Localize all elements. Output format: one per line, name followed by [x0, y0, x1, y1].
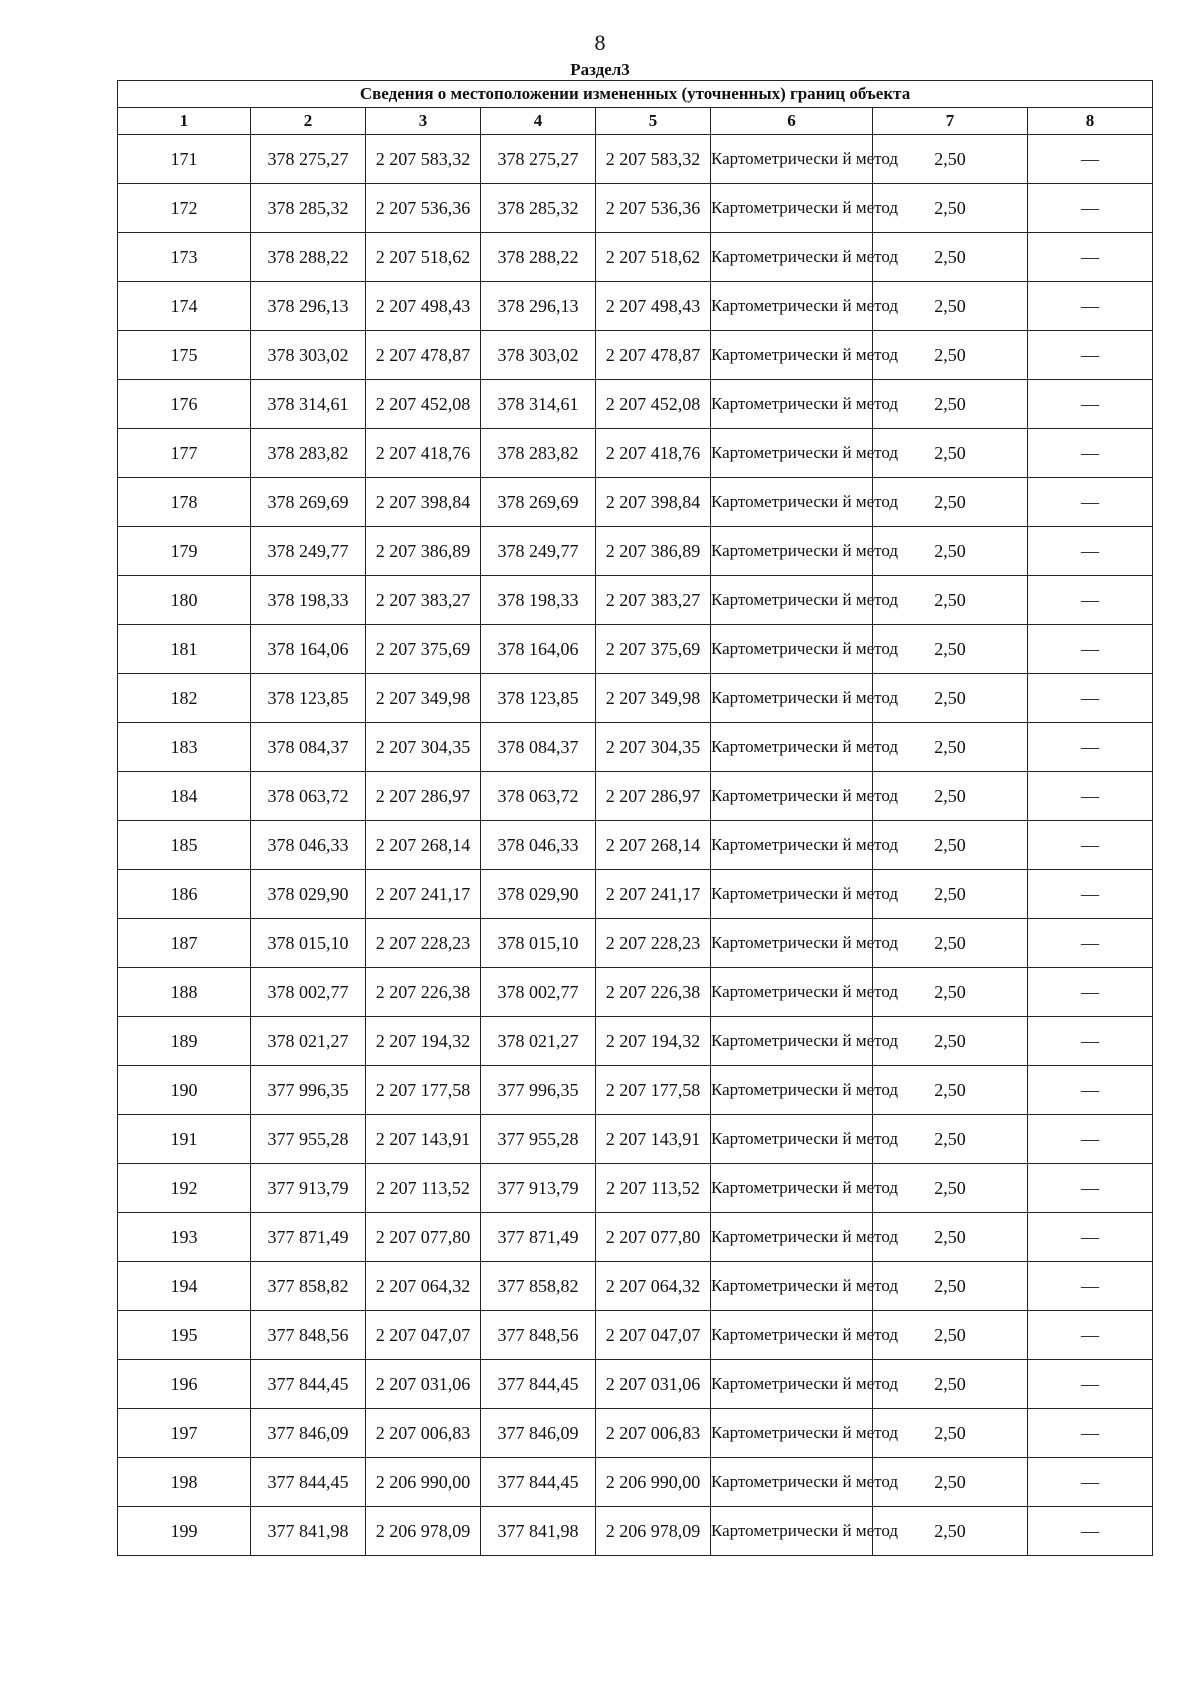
table-row: [118, 527, 1153, 576]
method-cell: Картометрически й метод: [711, 821, 873, 870]
accuracy-cell: 2,50: [873, 576, 1028, 625]
table-row: [118, 968, 1153, 1017]
y-old-cell: 2 207 177,58: [366, 1066, 481, 1115]
y-new-cell: 2 207 177,58: [596, 1066, 711, 1115]
point-number-cell: 172: [118, 184, 251, 233]
x-old-cell: 378 123,85: [251, 674, 366, 723]
method-cell: Картометрически й метод: [711, 1066, 873, 1115]
x-old-cell: 377 955,28: [251, 1115, 366, 1164]
x-old-cell: 378 269,69: [251, 478, 366, 527]
y-new-cell: 2 207 583,32: [596, 135, 711, 184]
y-new-cell: 2 207 518,62: [596, 233, 711, 282]
accuracy-cell: 2,50: [873, 625, 1028, 674]
note-cell: —: [1028, 1360, 1153, 1409]
method-cell: Картометрически й метод: [711, 1115, 873, 1164]
y-new-cell: 2 207 006,83: [596, 1409, 711, 1458]
table-row: [118, 1311, 1153, 1360]
note-cell: —: [1028, 282, 1153, 331]
x-new-cell: 378 021,27: [481, 1017, 596, 1066]
note-cell: —: [1028, 331, 1153, 380]
method-cell: Картометрически й метод: [711, 233, 873, 282]
y-old-cell: 2 207 583,32: [366, 135, 481, 184]
y-old-cell: 2 207 031,06: [366, 1360, 481, 1409]
table-row: [118, 135, 1153, 184]
y-old-cell: 2 207 418,76: [366, 429, 481, 478]
accuracy-cell: 2,50: [873, 1115, 1028, 1164]
x-old-cell: 377 858,82: [251, 1262, 366, 1311]
x-new-cell: 377 858,82: [481, 1262, 596, 1311]
point-number-cell: 186: [118, 870, 251, 919]
x-old-cell: 377 913,79: [251, 1164, 366, 1213]
section-title: Раздел3: [570, 60, 630, 79]
x-new-cell: 378 303,02: [481, 331, 596, 380]
method-cell: Картометрически й метод: [711, 625, 873, 674]
y-old-cell: 2 206 990,00: [366, 1458, 481, 1507]
x-old-cell: 378 029,90: [251, 870, 366, 919]
y-new-cell: 2 207 286,97: [596, 772, 711, 821]
note-cell: —: [1028, 1458, 1153, 1507]
x-new-cell: 378 063,72: [481, 772, 596, 821]
y-old-cell: 2 207 398,84: [366, 478, 481, 527]
y-old-cell: 2 207 536,36: [366, 184, 481, 233]
note-cell: —: [1028, 674, 1153, 723]
y-old-cell: 2 207 077,80: [366, 1213, 481, 1262]
accuracy-cell: 2,50: [873, 184, 1028, 233]
y-new-cell: 2 206 978,09: [596, 1507, 711, 1556]
x-old-cell: 378 283,82: [251, 429, 366, 478]
y-old-cell: 2 207 478,87: [366, 331, 481, 380]
method-cell: Картометрически й метод: [711, 1458, 873, 1507]
column-header: 7: [873, 108, 1028, 135]
x-new-cell: 378 164,06: [481, 625, 596, 674]
accuracy-cell: 2,50: [873, 1262, 1028, 1311]
y-old-cell: 2 207 286,97: [366, 772, 481, 821]
y-old-cell: 2 207 304,35: [366, 723, 481, 772]
y-new-cell: 2 207 194,32: [596, 1017, 711, 1066]
y-old-cell: 2 207 226,38: [366, 968, 481, 1017]
accuracy-cell: 2,50: [873, 723, 1028, 772]
point-number-cell: 198: [118, 1458, 251, 1507]
table-row: [118, 380, 1153, 429]
y-old-cell: 2 207 498,43: [366, 282, 481, 331]
table-row: [118, 576, 1153, 625]
x-new-cell: 378 123,85: [481, 674, 596, 723]
accuracy-cell: 2,50: [873, 429, 1028, 478]
method-cell: Картометрически й метод: [711, 870, 873, 919]
x-new-cell: 377 841,98: [481, 1507, 596, 1556]
accuracy-cell: 2,50: [873, 1213, 1028, 1262]
table-header-row: [118, 108, 1153, 135]
point-number-cell: 171: [118, 135, 251, 184]
x-old-cell: 378 249,77: [251, 527, 366, 576]
x-new-cell: 377 848,56: [481, 1311, 596, 1360]
x-old-cell: 378 015,10: [251, 919, 366, 968]
point-number-cell: 188: [118, 968, 251, 1017]
accuracy-cell: 2,50: [873, 1458, 1028, 1507]
note-cell: —: [1028, 1311, 1153, 1360]
table-row: [118, 331, 1153, 380]
note-cell: —: [1028, 1409, 1153, 1458]
method-cell: Картометрически й метод: [711, 184, 873, 233]
point-number-cell: 199: [118, 1507, 251, 1556]
x-new-cell: 377 913,79: [481, 1164, 596, 1213]
y-new-cell: 2 207 143,91: [596, 1115, 711, 1164]
column-header: 6: [711, 108, 873, 135]
table-row: [118, 1164, 1153, 1213]
table-row: [118, 674, 1153, 723]
point-number-cell: 183: [118, 723, 251, 772]
table-row: [118, 233, 1153, 282]
method-cell: Картометрически й метод: [711, 135, 873, 184]
y-old-cell: 2 207 383,27: [366, 576, 481, 625]
x-old-cell: 378 084,37: [251, 723, 366, 772]
y-new-cell: 2 207 268,14: [596, 821, 711, 870]
x-old-cell: 378 275,27: [251, 135, 366, 184]
x-new-cell: 378 002,77: [481, 968, 596, 1017]
y-new-cell: 2 207 226,38: [596, 968, 711, 1017]
method-cell: Картометрически й метод: [711, 1017, 873, 1066]
table-row: [118, 1360, 1153, 1409]
note-cell: —: [1028, 1066, 1153, 1115]
accuracy-cell: 2,50: [873, 870, 1028, 919]
y-old-cell: 2 207 349,98: [366, 674, 481, 723]
y-new-cell: 2 207 478,87: [596, 331, 711, 380]
x-new-cell: 378 046,33: [481, 821, 596, 870]
x-new-cell: 378 314,61: [481, 380, 596, 429]
method-cell: Картометрически й метод: [711, 1213, 873, 1262]
x-old-cell: 378 063,72: [251, 772, 366, 821]
point-number-cell: 175: [118, 331, 251, 380]
y-old-cell: 2 207 064,32: [366, 1262, 481, 1311]
method-cell: Картометрически й метод: [711, 429, 873, 478]
note-cell: —: [1028, 576, 1153, 625]
x-new-cell: 378 275,27: [481, 135, 596, 184]
x-new-cell: 377 996,35: [481, 1066, 596, 1115]
x-new-cell: 378 249,77: [481, 527, 596, 576]
point-number-cell: 179: [118, 527, 251, 576]
accuracy-cell: 2,50: [873, 821, 1028, 870]
x-new-cell: 378 198,33: [481, 576, 596, 625]
y-new-cell: 2 207 113,52: [596, 1164, 711, 1213]
y-new-cell: 2 207 349,98: [596, 674, 711, 723]
y-new-cell: 2 207 047,07: [596, 1311, 711, 1360]
y-old-cell: 2 207 113,52: [366, 1164, 481, 1213]
point-number-cell: 182: [118, 674, 251, 723]
accuracy-cell: 2,50: [873, 380, 1028, 429]
table-row: [118, 919, 1153, 968]
method-cell: Картометрически й метод: [711, 1409, 873, 1458]
y-new-cell: 2 207 386,89: [596, 527, 711, 576]
y-old-cell: 2 207 518,62: [366, 233, 481, 282]
y-old-cell: 2 206 978,09: [366, 1507, 481, 1556]
y-old-cell: 2 207 006,83: [366, 1409, 481, 1458]
method-cell: Картометрически й метод: [711, 1360, 873, 1409]
column-header: 3: [366, 108, 481, 135]
table-row: [118, 1213, 1153, 1262]
x-new-cell: 378 015,10: [481, 919, 596, 968]
accuracy-cell: 2,50: [873, 674, 1028, 723]
accuracy-cell: 2,50: [873, 135, 1028, 184]
note-cell: —: [1028, 1262, 1153, 1311]
point-number-cell: 176: [118, 380, 251, 429]
point-number-cell: 180: [118, 576, 251, 625]
column-header: 2: [251, 108, 366, 135]
y-new-cell: 2 207 077,80: [596, 1213, 711, 1262]
x-old-cell: 378 303,02: [251, 331, 366, 380]
note-cell: —: [1028, 968, 1153, 1017]
x-old-cell: 378 288,22: [251, 233, 366, 282]
method-cell: Картометрически й метод: [711, 282, 873, 331]
accuracy-cell: 2,50: [873, 919, 1028, 968]
table-row: [118, 772, 1153, 821]
y-new-cell: 2 206 990,00: [596, 1458, 711, 1507]
table-row: [118, 625, 1153, 674]
note-cell: —: [1028, 625, 1153, 674]
x-new-cell: 378 084,37: [481, 723, 596, 772]
y-old-cell: 2 207 375,69: [366, 625, 481, 674]
accuracy-cell: 2,50: [873, 1066, 1028, 1115]
x-new-cell: 378 285,32: [481, 184, 596, 233]
x-old-cell: 378 296,13: [251, 282, 366, 331]
table-row: [118, 1262, 1153, 1311]
table-row: [118, 1066, 1153, 1115]
y-new-cell: 2 207 228,23: [596, 919, 711, 968]
method-cell: Картометрически й метод: [711, 772, 873, 821]
method-cell: Картометрически й метод: [711, 723, 873, 772]
point-number-cell: 185: [118, 821, 251, 870]
y-new-cell: 2 207 375,69: [596, 625, 711, 674]
method-cell: Картометрически й метод: [711, 331, 873, 380]
y-old-cell: 2 207 241,17: [366, 870, 481, 919]
y-old-cell: 2 207 143,91: [366, 1115, 481, 1164]
point-number-cell: 193: [118, 1213, 251, 1262]
note-cell: —: [1028, 184, 1153, 233]
table-caption-row: [118, 81, 1153, 108]
x-old-cell: 378 164,06: [251, 625, 366, 674]
x-old-cell: 377 871,49: [251, 1213, 366, 1262]
x-old-cell: 378 198,33: [251, 576, 366, 625]
y-old-cell: 2 207 228,23: [366, 919, 481, 968]
y-old-cell: 2 207 386,89: [366, 527, 481, 576]
x-new-cell: 377 871,49: [481, 1213, 596, 1262]
point-number-cell: 196: [118, 1360, 251, 1409]
method-cell: Картометрически й метод: [711, 478, 873, 527]
y-old-cell: 2 207 047,07: [366, 1311, 481, 1360]
x-old-cell: 378 314,61: [251, 380, 366, 429]
note-cell: —: [1028, 870, 1153, 919]
x-old-cell: 378 002,77: [251, 968, 366, 1017]
column-header: 5: [596, 108, 711, 135]
note-cell: —: [1028, 233, 1153, 282]
table-row: [118, 478, 1153, 527]
note-cell: —: [1028, 1213, 1153, 1262]
accuracy-cell: 2,50: [873, 527, 1028, 576]
table-row: [118, 723, 1153, 772]
point-number-cell: 197: [118, 1409, 251, 1458]
note-cell: —: [1028, 723, 1153, 772]
point-number-cell: 190: [118, 1066, 251, 1115]
point-number-cell: 184: [118, 772, 251, 821]
y-new-cell: 2 207 064,32: [596, 1262, 711, 1311]
accuracy-cell: 2,50: [873, 1311, 1028, 1360]
y-new-cell: 2 207 304,35: [596, 723, 711, 772]
method-cell: Картометрически й метод: [711, 919, 873, 968]
point-number-cell: 192: [118, 1164, 251, 1213]
note-cell: —: [1028, 919, 1153, 968]
method-cell: Картометрически й метод: [711, 380, 873, 429]
accuracy-cell: 2,50: [873, 1164, 1028, 1213]
column-header: 1: [118, 108, 251, 135]
table-caption: Сведения о местоположении измененных (уточненных) границ объекта: [118, 81, 1153, 108]
x-old-cell: 378 021,27: [251, 1017, 366, 1066]
table-row: [118, 429, 1153, 478]
accuracy-cell: 2,50: [873, 1017, 1028, 1066]
y-new-cell: 2 207 418,76: [596, 429, 711, 478]
x-new-cell: 377 846,09: [481, 1409, 596, 1458]
page-number: 8: [594, 30, 606, 55]
point-number-cell: 189: [118, 1017, 251, 1066]
x-old-cell: 378 046,33: [251, 821, 366, 870]
note-cell: —: [1028, 1017, 1153, 1066]
method-cell: Картометрически й метод: [711, 1507, 873, 1556]
x-new-cell: 377 844,45: [481, 1458, 596, 1507]
note-cell: —: [1028, 821, 1153, 870]
accuracy-cell: 2,50: [873, 478, 1028, 527]
coordinates-table: [117, 80, 1153, 1556]
table-row: [118, 1017, 1153, 1066]
accuracy-cell: 2,50: [873, 233, 1028, 282]
point-number-cell: 181: [118, 625, 251, 674]
x-new-cell: 378 269,69: [481, 478, 596, 527]
y-new-cell: 2 207 241,17: [596, 870, 711, 919]
y-old-cell: 2 207 452,08: [366, 380, 481, 429]
point-number-cell: 174: [118, 282, 251, 331]
table-row: [118, 1507, 1153, 1556]
note-cell: —: [1028, 429, 1153, 478]
accuracy-cell: 2,50: [873, 1409, 1028, 1458]
point-number-cell: 187: [118, 919, 251, 968]
x-old-cell: 377 846,09: [251, 1409, 366, 1458]
method-cell: Картометрически й метод: [711, 1164, 873, 1213]
note-cell: —: [1028, 1164, 1153, 1213]
table-row: [118, 1409, 1153, 1458]
point-number-cell: 195: [118, 1311, 251, 1360]
column-header: 8: [1028, 108, 1153, 135]
y-new-cell: 2 207 383,27: [596, 576, 711, 625]
note-cell: —: [1028, 135, 1153, 184]
x-new-cell: 378 029,90: [481, 870, 596, 919]
accuracy-cell: 2,50: [873, 772, 1028, 821]
y-new-cell: 2 207 031,06: [596, 1360, 711, 1409]
note-cell: —: [1028, 1115, 1153, 1164]
accuracy-cell: 2,50: [873, 1360, 1028, 1409]
column-header: 4: [481, 108, 596, 135]
x-new-cell: 378 283,82: [481, 429, 596, 478]
method-cell: Картометрически й метод: [711, 1311, 873, 1360]
accuracy-cell: 2,50: [873, 1507, 1028, 1556]
point-number-cell: 173: [118, 233, 251, 282]
note-cell: —: [1028, 527, 1153, 576]
table-row: [118, 282, 1153, 331]
y-new-cell: 2 207 536,36: [596, 184, 711, 233]
accuracy-cell: 2,50: [873, 968, 1028, 1017]
table-row: [118, 184, 1153, 233]
note-cell: —: [1028, 772, 1153, 821]
x-new-cell: 378 288,22: [481, 233, 596, 282]
point-number-cell: 194: [118, 1262, 251, 1311]
y-old-cell: 2 207 268,14: [366, 821, 481, 870]
table-row: [118, 1458, 1153, 1507]
x-old-cell: 378 285,32: [251, 184, 366, 233]
accuracy-cell: 2,50: [873, 282, 1028, 331]
method-cell: Картометрически й метод: [711, 968, 873, 1017]
point-number-cell: 178: [118, 478, 251, 527]
x-old-cell: 377 841,98: [251, 1507, 366, 1556]
accuracy-cell: 2,50: [873, 331, 1028, 380]
point-number-cell: 191: [118, 1115, 251, 1164]
x-old-cell: 377 996,35: [251, 1066, 366, 1115]
y-new-cell: 2 207 398,84: [596, 478, 711, 527]
x-old-cell: 377 844,45: [251, 1458, 366, 1507]
method-cell: Картометрически й метод: [711, 527, 873, 576]
note-cell: —: [1028, 380, 1153, 429]
table-body: [118, 135, 1153, 1556]
table-row: [118, 1115, 1153, 1164]
x-old-cell: 377 848,56: [251, 1311, 366, 1360]
method-cell: Картометрически й метод: [711, 576, 873, 625]
note-cell: —: [1028, 478, 1153, 527]
point-number-cell: 177: [118, 429, 251, 478]
x-new-cell: 378 296,13: [481, 282, 596, 331]
x-old-cell: 377 844,45: [251, 1360, 366, 1409]
table-row: [118, 821, 1153, 870]
method-cell: Картометрически й метод: [711, 1262, 873, 1311]
y-new-cell: 2 207 452,08: [596, 380, 711, 429]
y-old-cell: 2 207 194,32: [366, 1017, 481, 1066]
x-new-cell: 377 844,45: [481, 1360, 596, 1409]
table-row: [118, 870, 1153, 919]
x-new-cell: 377 955,28: [481, 1115, 596, 1164]
method-cell: Картометрически й метод: [711, 674, 873, 723]
y-new-cell: 2 207 498,43: [596, 282, 711, 331]
note-cell: —: [1028, 1507, 1153, 1556]
